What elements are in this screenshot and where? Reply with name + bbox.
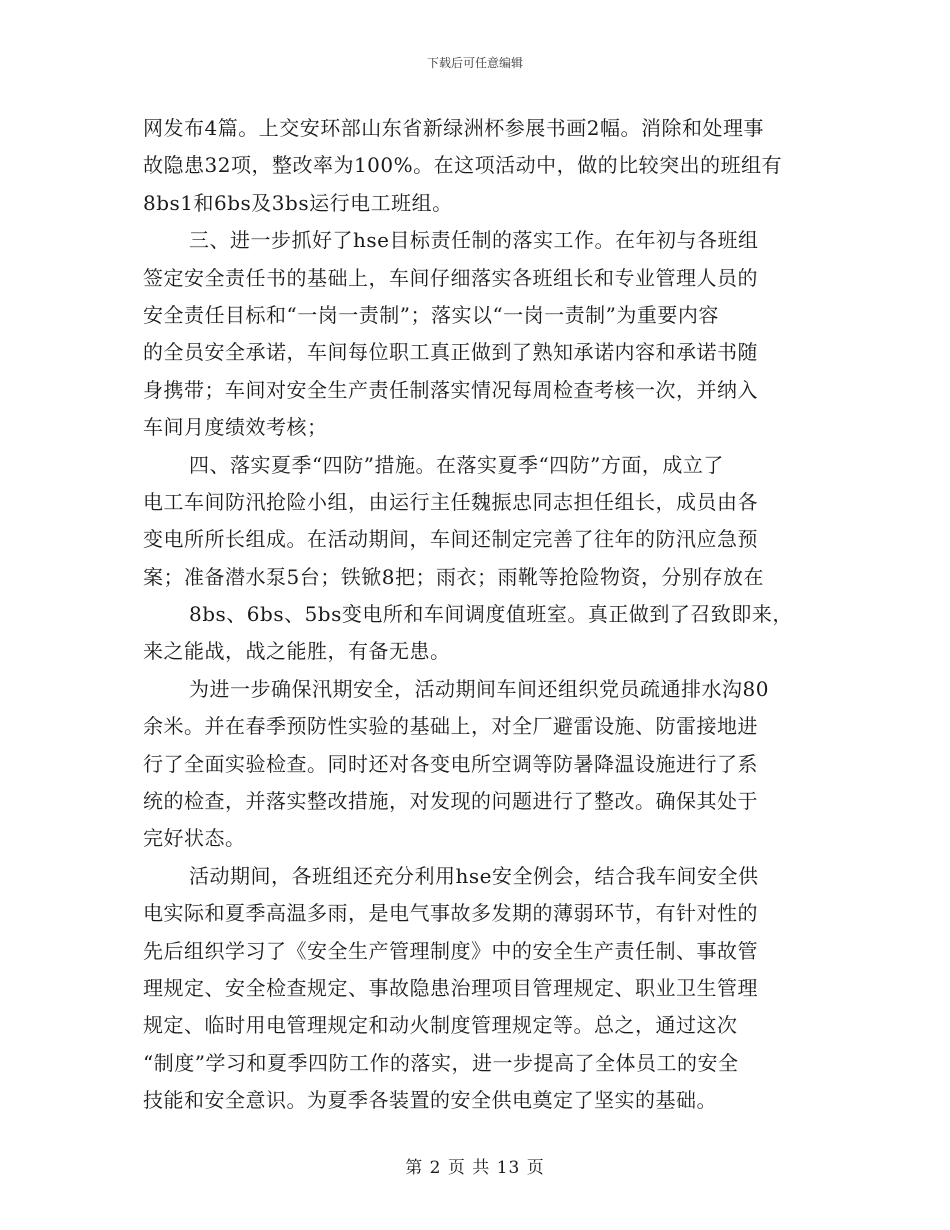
text-line: 先后组织学习了《安全生产管理制度》中的安全生产责任制、事故管	[143, 938, 758, 963]
text-line: 来之能战，战之能胜，有备无患。	[143, 639, 451, 664]
document-body	[143, 110, 813, 1120]
text-line: 技能和安全意识。为夏季各装置的安全供电奠定了坚实的基础。	[143, 1088, 717, 1113]
text-line: 电实际和夏季高温多雨，是电气事故多发期的薄弱环节，有针对性的	[143, 901, 758, 926]
text-line: 行了全面实验检查。同时还对各变电所空调等防暑降温设施进行了系	[143, 751, 758, 776]
page-number: 第 2 页 共 13 页	[405, 1158, 545, 1178]
text-line: 安全责任目标和“一岗一责制”；落实以“一岗一责制”为重要内容	[143, 302, 719, 327]
text-line: 余米。并在春季预防性实验的基础上，对全厂避雷设施、防雷接地进	[143, 714, 758, 739]
text-line: 统的检查，并落实整改措施，对发现的问题进行了整改。确保其处于	[143, 789, 758, 814]
text-line: 活动期间，各班组还充分利用hse安全例会，结合我车间安全供	[189, 863, 759, 888]
text-line: 变电所所长组成。在活动期间，车间还制定完善了往年的防汛应急预	[143, 527, 758, 552]
text-line: “制度”学习和夏季四防工作的落实，进一步提高了全体员工的安全	[143, 1050, 739, 1075]
text-line: 车间月度绩效考核；	[143, 415, 328, 440]
text-line: 身携带；车间对安全生产责任制落实情况每周检查考核一次，并纳入	[143, 377, 758, 402]
text-line: 完好状态。	[143, 826, 246, 851]
text-line: 电工车间防汛抢险小组，由运行主任魏振忠同志担任组长，成员由各	[143, 489, 758, 514]
text-line: 规定、临时用电管理规定和动火制度管理规定等。总之，通过这次	[143, 1013, 738, 1038]
text-line: 8bs、6bs、5bs变电所和车间调度值班室。真正做到了召致即来，	[189, 602, 793, 627]
page-header: 下载后可任意编辑	[426, 56, 523, 70]
text-line: 为进一步确保汛期安全，活动期间车间还组织党员疏通排水沟80	[189, 676, 769, 701]
text-line: 案；准备潜水泵5台；铁锨8把；雨衣；雨靴等抢险物资，分别存放在	[143, 564, 764, 589]
text-line: 网发布4篇。上交安环部山东省新绿洲杯参展书画2幅。消除和处理事	[143, 116, 764, 140]
text-line: 的全员安全承诺，车间每位职工真正做到了熟知承诺内容和承诺书随	[143, 340, 758, 365]
text-line: 故隐患32项，整改率为100%。在这项活动中，做的比较突出的班组有	[143, 153, 783, 178]
text-line: 四、落实夏季“四防”措施。在落实夏季“四防”方面，成立了	[189, 452, 724, 477]
text-line: 签定安全责任书的基础上，车间仔细落实各班组长和专业管理人员的	[143, 265, 758, 290]
text-line: 8bs1和6bs及3bs运行电工班组。	[143, 190, 453, 215]
text-line: 三、进一步抓好了hse目标责任制的落实工作。在年初与各班组	[189, 228, 759, 253]
text-line: 理规定、安全检查规定、事故隐患治理项目管理规定、职业卫生管理	[143, 975, 758, 1000]
